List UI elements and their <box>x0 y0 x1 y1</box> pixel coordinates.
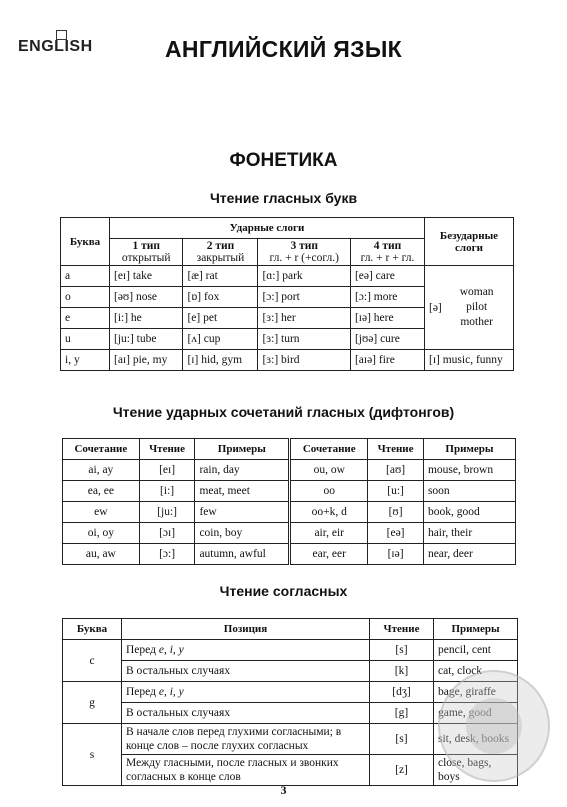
consonant-row: В остальных случаях [k] cat, clock <box>63 661 518 682</box>
diphthong-row: ea, ee [i:] meat, meet oo [u:] soon <box>63 481 516 502</box>
consonant-row: s В начале слов перед глухими согласными; в конце слов – после глухих согласных [s] sit, desk, books <box>63 724 518 755</box>
unstressed-schwa-cell: [ə] woman pilot mother <box>425 266 514 350</box>
header-letter: Буква <box>61 218 110 266</box>
consonant-row: g Перед e, i, y [dʒ] bage, giraffe <box>63 682 518 703</box>
vowel-row: i, y [aɪ] pie, my [ɪ] hid, gym [ɜ:] bird [aɪə] fire [ɪ] music, funny <box>61 350 514 371</box>
vowels-table <box>60 217 514 371</box>
unstressed-i-cell: [ɪ] music, funny <box>425 350 514 371</box>
diphthong-row: ai, ay [eɪ] rain, day ou, ow [aʊ] mouse, brown <box>63 460 516 481</box>
page-title: АНГЛИЙСКИЙ ЯЗЫК <box>165 36 402 62</box>
vowel-row: a [eɪ] take [æ] rat [ɑ:] park [eə] care [ə] woman pilot mother <box>61 266 514 287</box>
diphthongs-title: Чтение ударных сочетаний гласных (дифтонгов) <box>112 404 455 420</box>
diphthong-row: au, aw [ɔ:] autumn, awful ear, eer [ɪə] near, deer <box>63 544 516 565</box>
consonants-title: Чтение согласных <box>219 583 348 599</box>
vowel-row: u [ju:] tube [ʌ] cup [ɜ:] turn [jʊə] cure <box>61 329 514 350</box>
page-number: 3 <box>280 783 287 797</box>
type-1-header: 1 тип открытый <box>110 239 183 266</box>
header-unstressed: Безударные слоги <box>425 218 514 266</box>
diphthong-row: oi, oy [ɔɪ] coin, boy air, eir [eə] hair, their <box>63 523 516 544</box>
type-2-header: 2 тип закрытый <box>183 239 258 266</box>
header-stressed: Ударные слоги <box>110 218 425 239</box>
vowel-row: o [əʊ] nose [ɒ] fox [ɔ:] port [ɔ:] more <box>61 287 514 308</box>
type-4-header: 4 тип гл. + r + гл. <box>350 239 424 266</box>
logo-text: ENGLISH <box>18 38 93 55</box>
diphthong-row: ew [ju:] few oo+k, d [ʊ] book, good <box>63 502 516 523</box>
consonant-row: c Перед e, i, y [s] pencil, cent <box>63 640 518 661</box>
consonant-row: В остальных случаях [g] game, good <box>63 703 518 724</box>
diphthongs-table: Сочетание Чтение Примеры Сочетание Чтение Примеры ai, ay [eɪ] rain, day ou, ow [aʊ] mouse, brown ea, ee [i:] meat, meet oo [u:] soon ew [ju:] few oo+k, d [ʊ] book, good oi, oy [ɔɪ] coin, boy air, eir [eə] hair, their au, aw [ɔ:] autumn, awful ear, eer [ɪə] near, deer <box>62 438 516 565</box>
type-3-header: 3 тип гл. + r (+согл.) <box>258 239 350 266</box>
vowels-title: Чтение гласных букв <box>209 190 358 206</box>
stamp-watermark <box>438 670 550 782</box>
section-title: ФОНЕТИКА <box>229 150 338 171</box>
consonants-table: Буква Позиция Чтение Примеры c Перед e, i, y [s] pencil, cent В остальных случаях [k] cat, clock g Перед e, i, y [dʒ] bage, giraffe В остальных случаях [g] game, good s В начале слов перед глухими согласными; в конце слов – после глухих согласных [s] sit, desk, books Между гласными, после гласных и звонких согласных в конце слов [z] close, bags, boys <box>62 618 518 786</box>
vowel-row: e [i:] he [e] pet [ɜ:] her [ɪə] here <box>61 308 514 329</box>
consonant-row: Между гласными, после гласных и звонких согласных в конце слов [z] close, bags, boys <box>63 755 518 786</box>
